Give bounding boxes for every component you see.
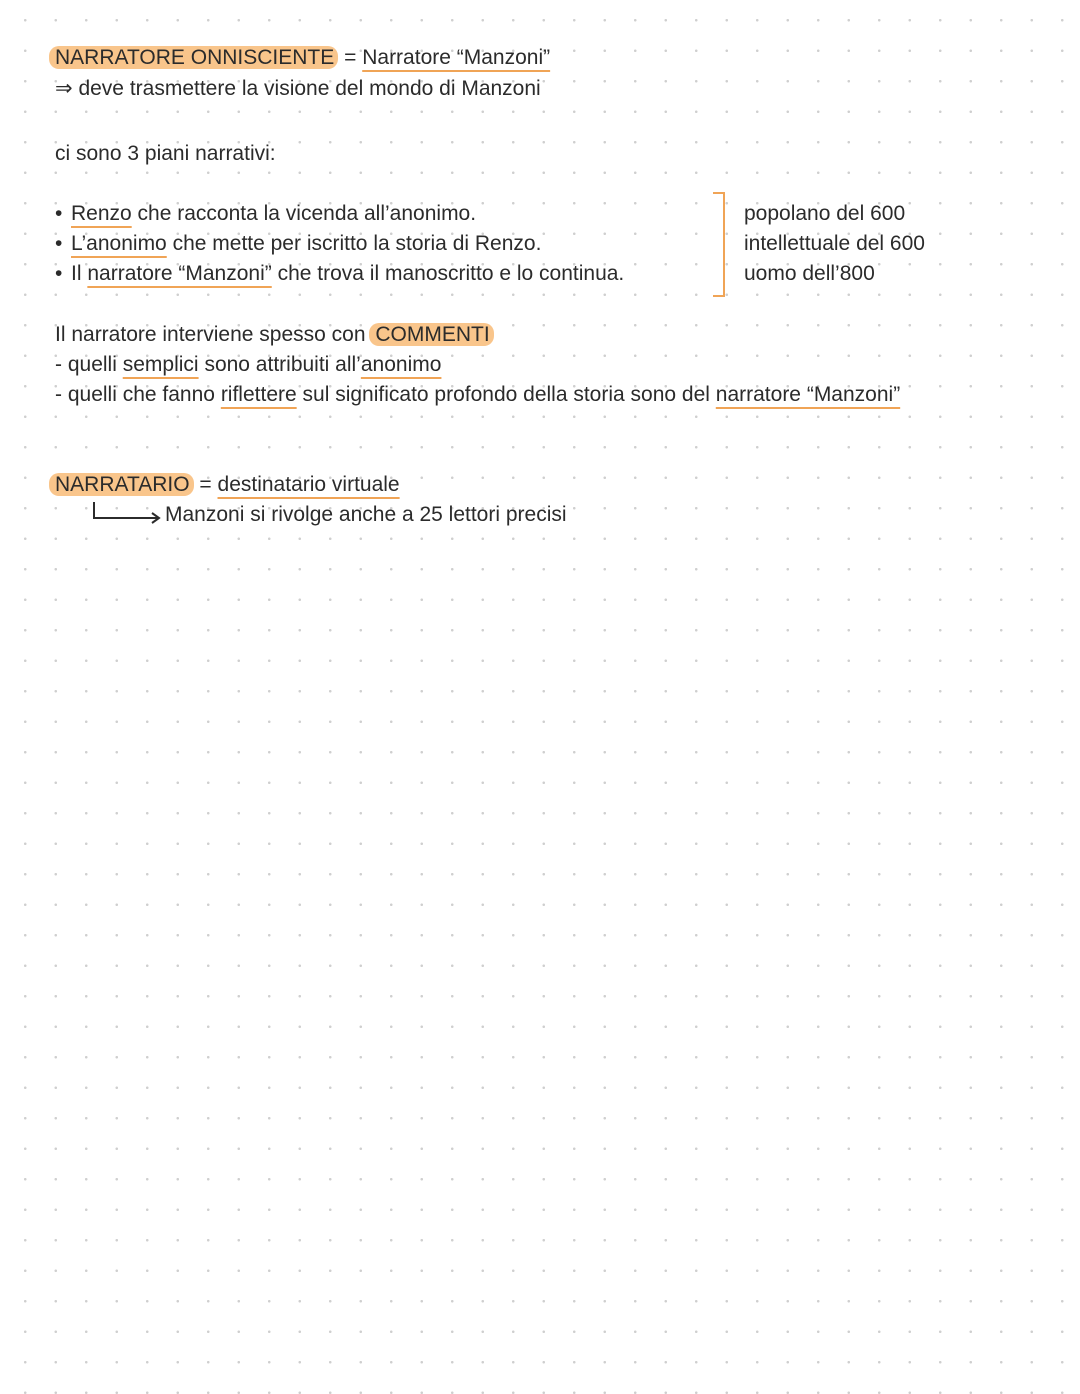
piani-intro: ci sono 3 piani narrativi: xyxy=(55,142,276,165)
bullet-icon: • xyxy=(55,202,63,225)
narratario-line xyxy=(55,470,400,500)
riflettere-keyword: riflettere xyxy=(220,383,297,406)
implies-arrow-icon: ⇒ xyxy=(55,77,73,100)
piano-item xyxy=(55,229,541,259)
piano-description: che trova il manoscritto e lo continua. xyxy=(271,262,625,285)
equals-sign: = xyxy=(199,473,212,496)
piano-item: • Il narratore “Manzoni” che trova il manoscritto e lo continua. xyxy=(55,259,624,289)
piano-item xyxy=(55,199,476,229)
narratore-onnisciente-line xyxy=(55,43,550,73)
narratore-onnisciente-definition: Narratore “Manzoni” xyxy=(362,46,551,69)
commenti-line-2: - quelli che fanno riflettere sul significato profondo della storia sono del narratore “Manzoni” xyxy=(55,383,901,406)
piano-subject: L’anonimo xyxy=(71,232,167,255)
anonimo-keyword: anonimo xyxy=(360,353,442,376)
piano-note: popolano del 600 xyxy=(744,202,906,225)
piano-subject: narratore “Manzoni” xyxy=(87,262,272,285)
narratore-onnisciente-term: NARRATORE ONNISCIENTE xyxy=(49,46,338,69)
narratario-term: NARRATARIO xyxy=(49,473,194,496)
implication-line xyxy=(55,74,541,104)
commenti-term: COMMENTI xyxy=(369,323,493,346)
narratore-manzoni-keyword: narratore “Manzoni” xyxy=(715,383,901,406)
implication-text: deve trasmettere la visione del mondo di Manzoni xyxy=(78,77,541,100)
commenti-intro-text: Il narratore interviene spesso con xyxy=(55,323,366,346)
piano-description: che mette per iscritto la storia di Renzo. xyxy=(166,232,542,255)
equals-sign: = xyxy=(344,46,357,69)
bullet-icon: • xyxy=(55,232,63,255)
narratario-note: Manzoni si rivolge anche a 25 lettori precisi xyxy=(165,503,567,526)
piano-description: che racconta la vicenda all’anonimo. xyxy=(131,202,477,225)
elbow-arrow-icon xyxy=(90,500,164,526)
piano-note: uomo dell’800 xyxy=(744,262,875,285)
piano-note: intellettuale del 600 xyxy=(744,232,925,255)
bullet-icon: • xyxy=(55,262,63,285)
commenti-intro-line xyxy=(55,320,494,350)
narratario-definition: destinatario virtuale xyxy=(217,473,400,496)
grouping-bracket xyxy=(713,192,725,297)
commenti-line-1: - quelli semplici sono attribuiti all’anonimo xyxy=(55,353,442,376)
semplici-keyword: semplici xyxy=(122,353,199,376)
piano-subject: Renzo xyxy=(71,202,132,225)
